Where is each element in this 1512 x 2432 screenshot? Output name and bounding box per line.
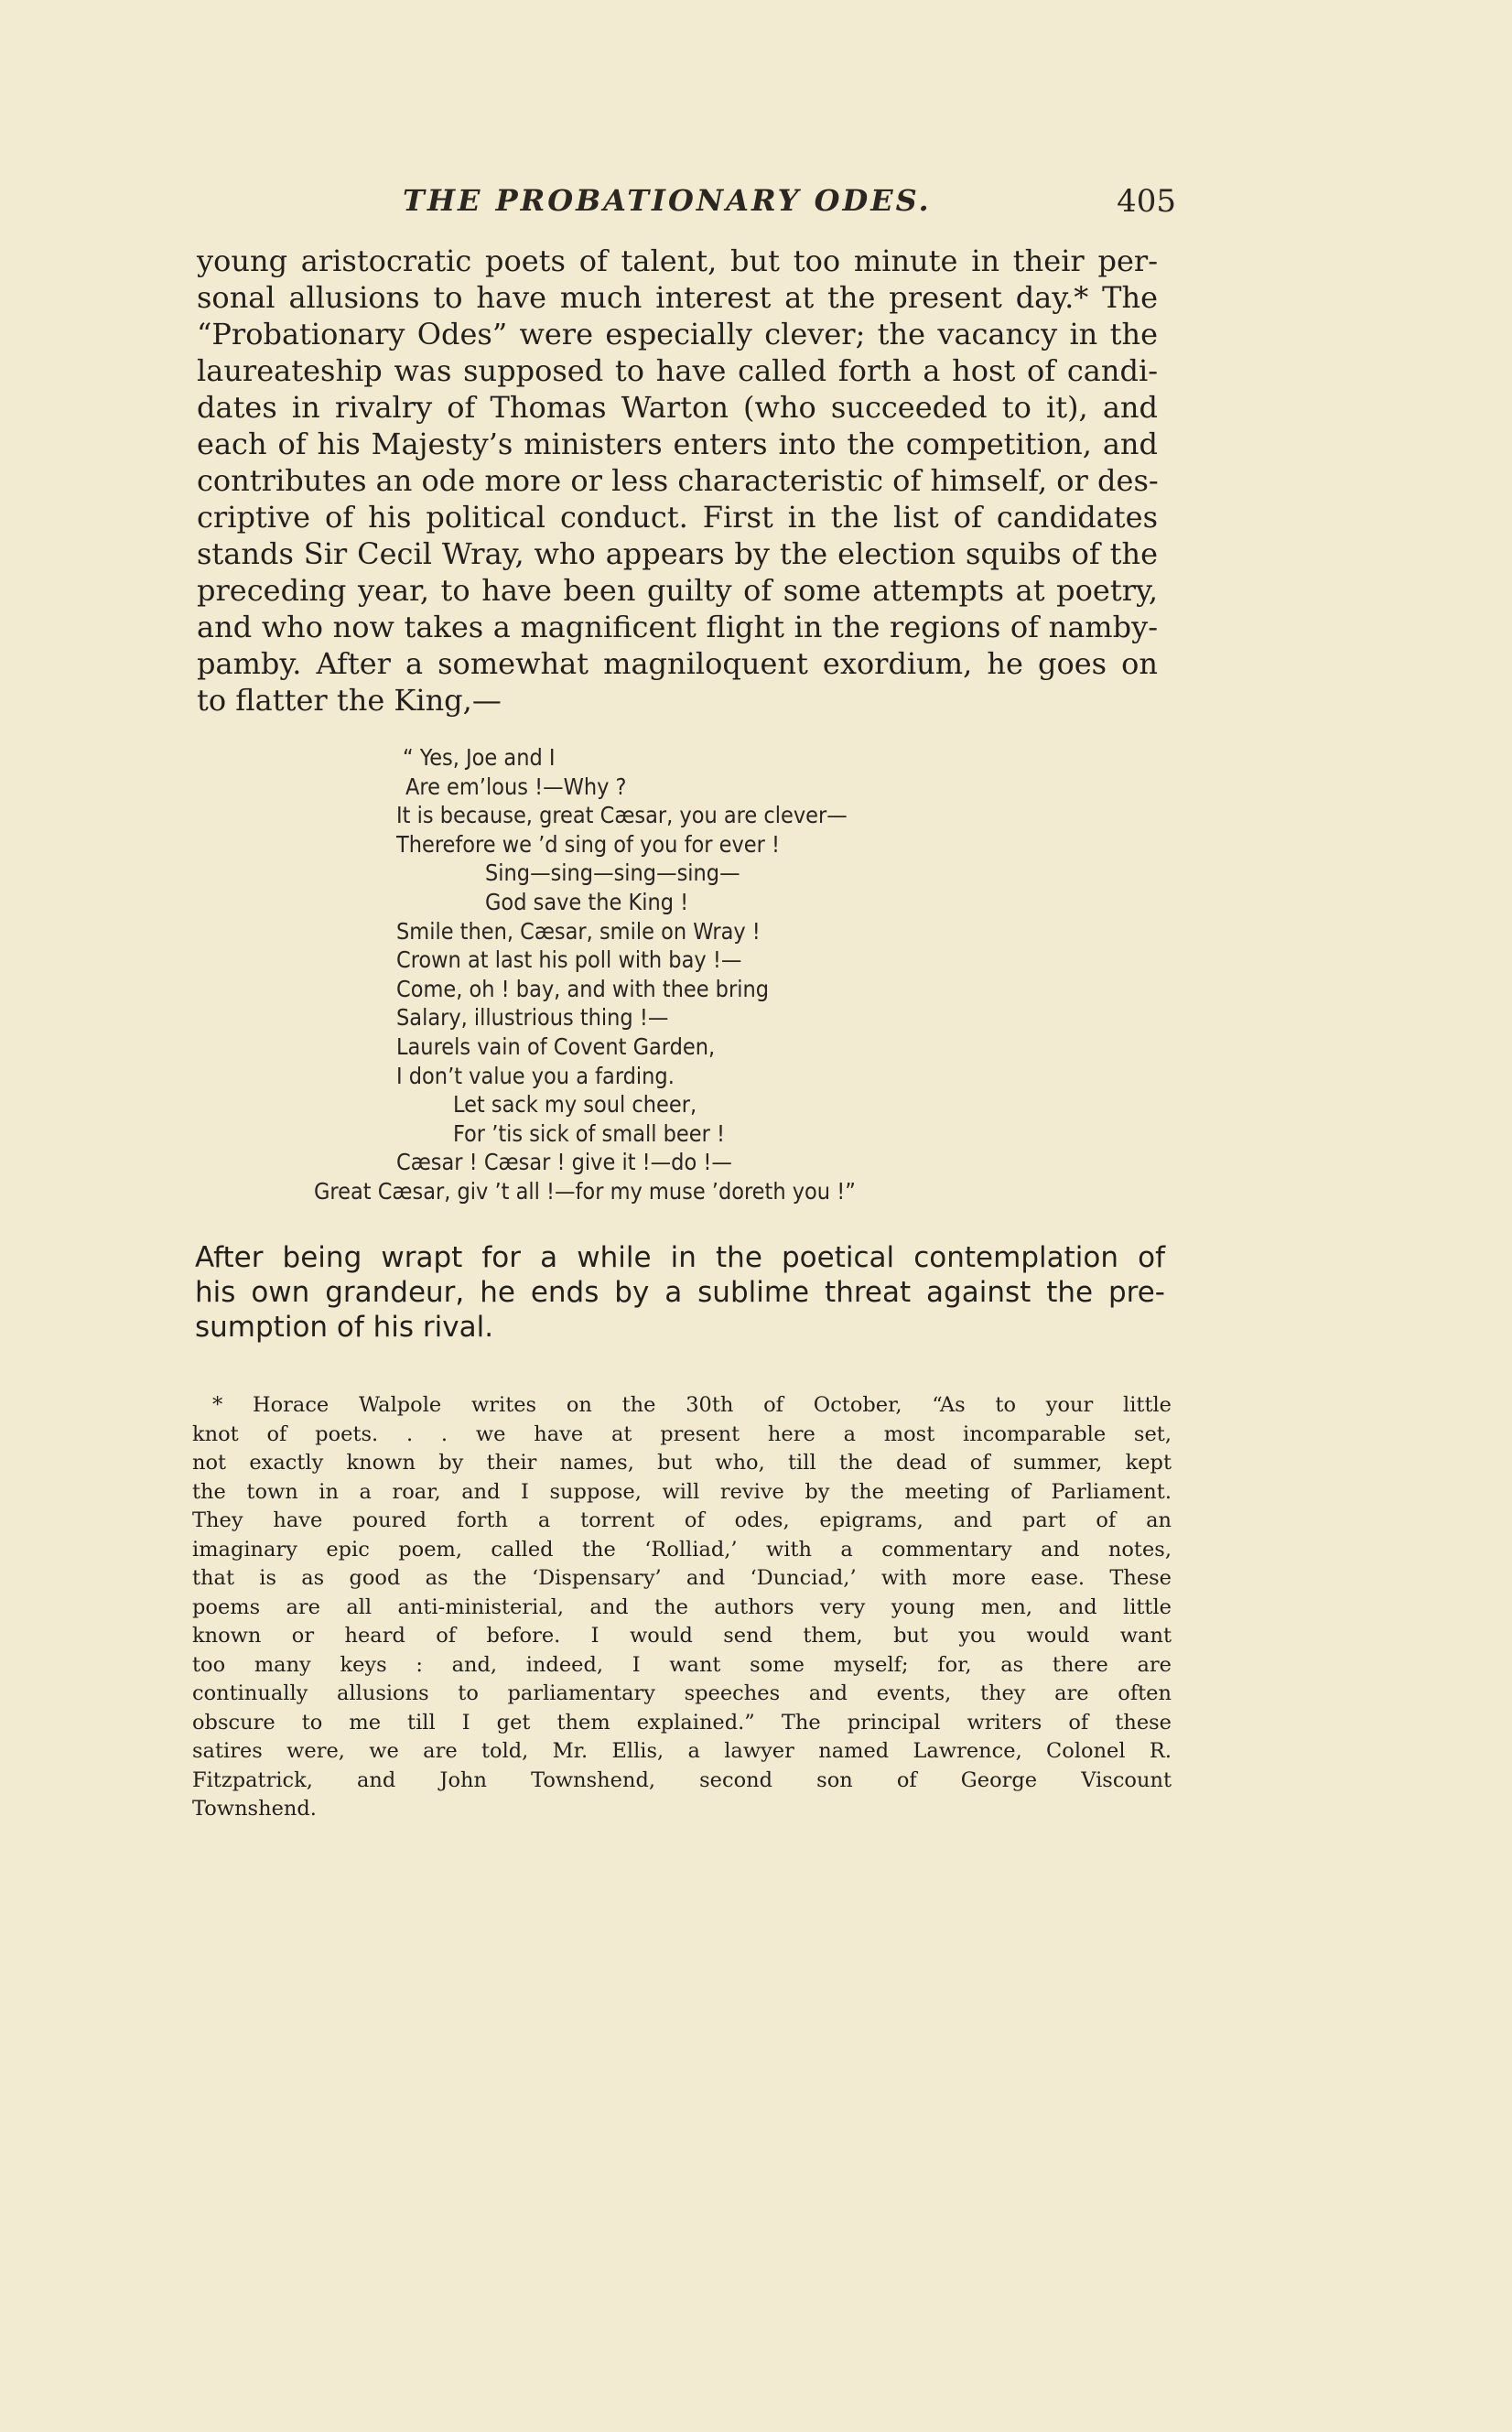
poem-line: Salary, illustrious thing !—: [396, 1004, 669, 1032]
poem-line: Therefore we ’d sing of you for ever !: [396, 830, 781, 858]
poem-line: “ Yes, Joe and I: [403, 744, 556, 771]
text-line: sonal allusions to have much interest at the present day.* The: [197, 280, 1158, 315]
text-line: laureateship was supposed to have called forth a host of candi-: [197, 353, 1158, 388]
text-line: dates in rivalry of Thomas Warton (who succeeded to it), and: [197, 390, 1158, 425]
footnote: [192, 1391, 1172, 1824]
text-line: contributes an ode more or less characteristic of himself, or des-: [197, 463, 1159, 498]
footnote-line: too many keys : and, indeed, I want some myself; for, as there are: [192, 1652, 1172, 1677]
poem-line: I don’t value you a farding.: [396, 1062, 675, 1089]
footnote-line: Townshend.: [192, 1797, 317, 1821]
footnote-line: knot of poets. . . we have at present here a most incomparable set,: [192, 1421, 1172, 1446]
poem-line: Are em’lous !—Why ?: [405, 773, 627, 800]
footnote-line: continually allusions to parliamentary speeches and events, they are often: [192, 1681, 1172, 1705]
text-line: After being wrapt for a while in the poetical contemplation of: [195, 1241, 1165, 1274]
text-line: stands Sir Cecil Wray, who appears by the election squibs of the: [197, 536, 1158, 571]
footnote-line: not exactly known by their names, but who, till the dead of summer, kept: [192, 1451, 1172, 1475]
footnote-line: Fitzpatrick, and John Townshend, second son of George Viscount: [192, 1767, 1172, 1792]
text-line: each of his Majesty’s ministers enters into the competition, and: [197, 427, 1158, 461]
footnote-line: satires were, we are told, Mr. Ellis, a lawyer named Lawrence, Colonel R.: [192, 1739, 1172, 1763]
footnote-line: that is as good as the ‘Dispensary’ and ‘Dunciad,’ with more ease. These: [192, 1566, 1172, 1590]
text-line: criptive of his political conduct. First in the list of candidates: [197, 500, 1158, 535]
poem-line: Sing—sing—sing—sing—: [485, 859, 740, 887]
footnote-line: imaginary epic poem, called the ‘Rolliad,’ with a commentary and notes,: [192, 1537, 1172, 1562]
poem-line: Laurels vain of Covent Garden,: [396, 1032, 716, 1060]
text-line: young aristocratic poets of talent, but too minute in their per-: [197, 243, 1158, 278]
poem-line: Cæsar ! Cæsar ! give it !—do !—: [396, 1149, 732, 1176]
main-paragraph: [197, 243, 1158, 719]
footnote-line: the town in a roar, and I suppose, will revive by the meeting of Parliament.: [192, 1479, 1172, 1504]
text-line: and who now takes a magnificent flight in the regions of namby-: [197, 610, 1158, 644]
text-line: sumption of his rival.: [195, 1311, 494, 1344]
text-line: his own grandeur, he ends by a sublime threat against the pre-: [195, 1276, 1165, 1309]
text-line: pamby. After a somewhat magniloquent exordium, he goes on: [197, 646, 1158, 681]
text-line: “Probationary Odes” were especially clever; the vacancy in the: [197, 317, 1158, 351]
footnote-line: They have poured forth a torrent of odes, epigrams, and part of an: [192, 1508, 1172, 1532]
poem-block: [311, 743, 1025, 1206]
text-line: preceding year, to have been guilty of some attempts at poetry,: [197, 573, 1158, 608]
closing-paragraph: [195, 1240, 1165, 1345]
footnote-line: known or heard of before. I would send them, but you would want: [192, 1624, 1172, 1648]
poem-line: Great Cæsar, giv ’t all !—for my muse ’doreth you !”: [314, 1177, 856, 1205]
text-line: to flatter the King,—: [197, 683, 502, 718]
running-head: [197, 183, 1176, 229]
poem-line: Let sack my soul cheer,: [453, 1091, 697, 1119]
poem-line: It is because, great Cæsar, you are clever—: [396, 802, 848, 829]
poem-line: Come, oh ! bay, and with thee bring: [396, 975, 769, 1002]
footnote-line: poems are all anti-ministerial, and the authors very young men, and little: [192, 1594, 1172, 1619]
footnote-line: obscure to me till I get them explained.” The principal writers of these: [192, 1710, 1172, 1735]
page-number: 405: [1117, 183, 1176, 220]
poem-line: God save the King !: [485, 888, 689, 915]
running-title: THE PROBATIONARY ODES.: [403, 183, 932, 218]
footnote-line: * Horace Walpole writes on the 30th of October, “As to your little: [212, 1393, 1172, 1417]
poem-line: Crown at last his poll with bay !—: [396, 946, 742, 974]
poem-line: Smile then, Cæsar, smile on Wray !: [396, 917, 761, 945]
poem-line: For ’tis sick of small beer !: [453, 1119, 725, 1147]
